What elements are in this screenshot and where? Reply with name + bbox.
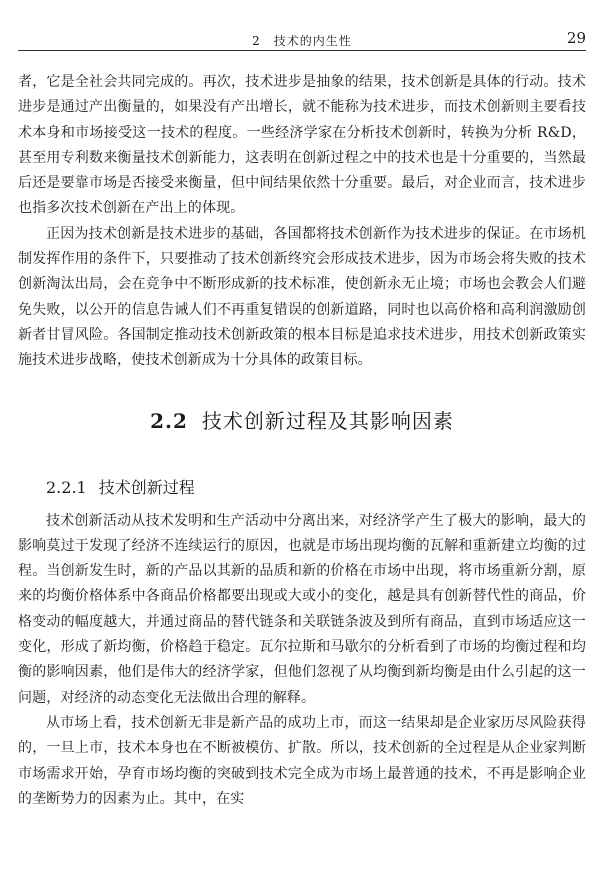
subsection-title: 技术创新过程 [98, 477, 195, 497]
section-heading [18, 401, 586, 441]
running-title: 2 技术的内生性 [252, 34, 352, 48]
page-header [18, 28, 586, 51]
paragraph: 正因为技术创新是技术进步的基础，各国都将技术创新作为技术进步的保证。在市场机制发挥作用的条件下，只要推动了技术创新终究会形成技术进步，因为市场会将失败的技术创新淘汰出局，会在竞争中不断形成新的技术标准，使创新永无止境；市场也会教会人们避免失败，以公开的信息告诫人们不再重复错误的创新道路，同时也以高价格和高利润激励创新者甘冒风险。各国制定推动技术创新政策的根本目标是追求技术进步，用技术创新政策实施技术进步战略，使技术创新成为十分具体的政策目标。 [18, 225, 586, 369]
paragraph: 技术创新活动从技术发明和生产活动中分离出来，对经济学产生了极大的影响，最大的影响莫过于发现了经济不连续运行的原因，也就是市场出现均衡的瓦解和重新建立均衡的过程。当创新发生时，新的产品以其新的品质和新的价格在市场中出现，将市场重新分割，原来的均衡价格体系中各商品价格都要出现或大或小的变化，越是具有创新替代性的商品，价格变动的幅度越大，并通过商品的替代链条和关联链条波及到所有商品，直到市场适应这一变化，形成了新均衡，价格趋于稳定。瓦尔拉斯和马歇尔的分析看到了市场的均衡过程和均衡的影响因素，他们是伟大的经济学家，但他们忽视了从均衡到新均衡是由什么引起的这一问题，对经济的动态变化无法做出合理的解释。 [18, 512, 586, 706]
page-body [18, 70, 586, 812]
paragraph-continued: 者，它是全社会共同完成的。再次，技术进步是抽象的结果，技术创新是具体的行动。技术进步是通过产出衡量的，如果没有产出增长，就不能称为技术进步，而技术创新则主要看技术本身和市场接受这一技术的程度。一些经济学家在分析技术创新时，转换为分析 R&D，甚至用专利数来衡量技术创新能力，这表明在创新过程之中的技术也是十分重要的，当然最后还是要靠市场是否接受来衡量，但中间结果依然十分重要。最后，对企业而言，技术进步也指多次技术创新在产出上的体现。 [18, 74, 586, 217]
section-title: 技术创新过程及其影响因素 [201, 408, 454, 433]
page-number: 29 [566, 29, 586, 47]
subsection-heading [46, 475, 586, 501]
paragraph: 从市场上看，技术创新无非是新产品的成功上市，而这一结果却是企业家历尽风险获得的，一旦上市，技术本身也在不断被模仿、扩散。所以，技术创新的全过程是从企业家判断市场需求开始，孕育市场均衡的突破到技术完全成为市场上最普通的技术，不再是影响企业的垄断势力的因素为止。其中，在实 [18, 714, 586, 807]
subsection-number: 2.2.1 [46, 477, 87, 497]
section-number: 2.2 [150, 408, 188, 433]
